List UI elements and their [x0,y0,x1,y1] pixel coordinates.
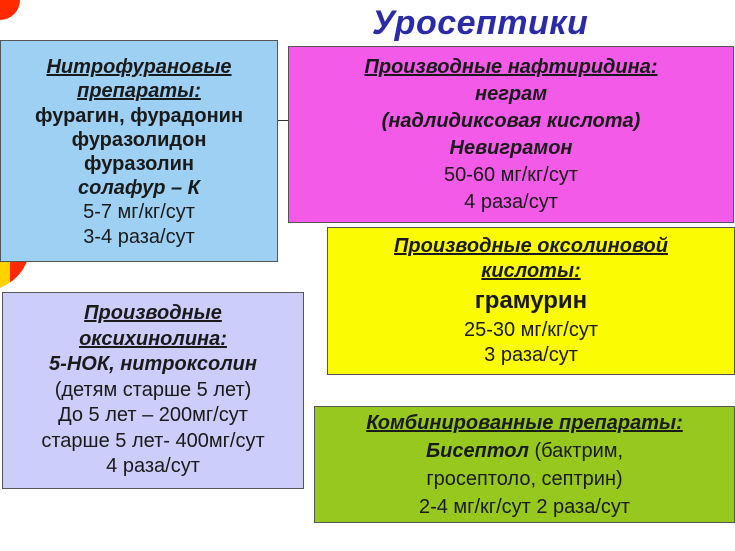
oxyquinoline-frequency: 4 раза/сут [106,455,200,478]
oxyquinoline-header-2: оксихинолина: [79,327,227,350]
nitrofurans-drug-1: фурагин, фурадонин [34,104,244,127]
nitrofurans-drug-3: фуразолин [84,153,194,175]
nitrofurans-header-1: Нитрофурановые [46,56,232,79]
naphthyridine-header: Производные нафтиридина: [364,55,658,78]
nitrofurans-dose: 5-7 мг/кг/сут [83,201,195,224]
combined-header: Комбинированные препараты: [366,411,683,434]
nitrofurans-header-2: препараты: [77,80,201,103]
naphthyridine-drug-1: неграм [474,82,547,105]
combined-drug-line [426,437,623,465]
nitrofurans-drug-4: солафур – К [78,177,200,200]
naphthyridine-frequency: 4 раза/сут [464,190,558,213]
oxolinic-header-1: Производные оксолиновой [394,235,668,257]
naphthyridine-drug-3: Невиграмон [449,136,573,159]
nitrofurans-drug-2: фуразолидон [71,128,207,151]
oxolinic-header-2: кислоты: [481,260,581,282]
naphthyridine-dose: 50-60 мг/кг/сут [443,163,579,186]
combined-synonyms: гросептоло, септрин) [426,467,623,490]
oxyquinoline-box [2,292,304,489]
naphthyridine-drug-2: (надлидиксовая кислота) [381,109,641,132]
nitrofurans-box [0,40,278,262]
oxyquinoline-header-1: Производные [84,302,222,325]
oxolinic-dose: 25-30 мг/кг/сут [463,319,599,341]
decorative-circle-top [0,0,20,20]
combined-dose-frequency: 2-4 мг/кг/сут 2 раза/сут [418,495,631,518]
oxyquinoline-drugs: 5-НОК, нитроксолин [49,353,257,376]
page-title: Уросептики [372,4,589,42]
oxyquinoline-dose-over5: старше 5 лет- 400мг/сут [41,429,265,452]
oxolinic-box [327,227,735,375]
oxyquinoline-note: (детям старше 5 лет) [54,378,252,401]
oxolinic-drug: грамурин [474,287,588,314]
combined-box [314,406,735,523]
oxyquinoline-dose-under5: До 5 лет – 200мг/сут [58,404,248,427]
naphthyridine-box [288,46,734,223]
combined-drug-name: Бисептол [425,439,529,462]
combined-drug-rest: (бактрим, [528,439,624,462]
nitrofurans-frequency: 3-4 раза/сут [83,225,195,248]
oxolinic-frequency: 3 раза/сут [484,344,578,366]
